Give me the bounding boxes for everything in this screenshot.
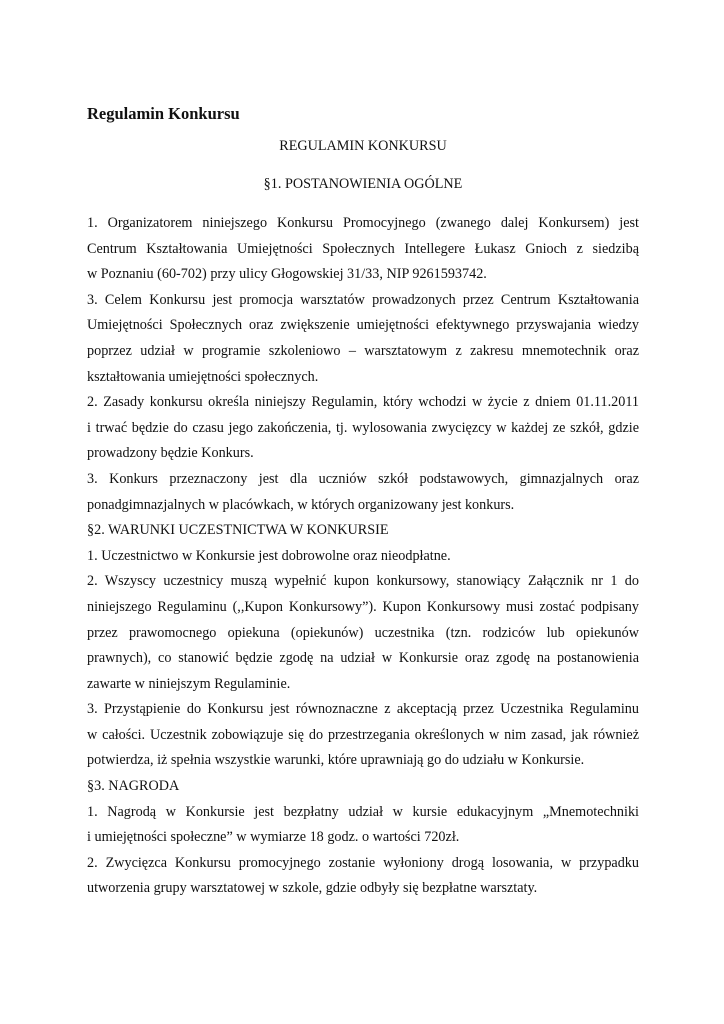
text-line: Centrum Kształtowania Umiejętności Społecznych Intellegere Łukasz Gnioch z siedzibą bbox=[87, 240, 639, 257]
text-line: prawnych), co stanowić będzie zgodę na udział w Konkursie oraz zgodę na postanowienia bbox=[87, 650, 639, 667]
text-line: Umiejętności Społecznych oraz zwiększenie umiejętności efektywnego przyswajania wiedzy bbox=[87, 317, 639, 334]
text-line: 1. Uczestnictwo w Konkursie jest dobrowolne oraz nieodpłatne. bbox=[87, 547, 451, 564]
text-line: 3. Konkurs przeznaczony jest dla uczniów szkół podstawowych, gimnazjalnych oraz bbox=[87, 470, 639, 487]
text-line: i trwać będzie do czasu jego zakończenia, tj. wylosowania zwycięzcy w każdej ze szkół, gdzie bbox=[87, 419, 639, 436]
text-line: 1. Organizatorem niniejszego Konkursu Promocyjnego (zwanego dalej Konkursem) jest bbox=[87, 215, 639, 231]
text-line: prowadzony będzie Konkurs. bbox=[87, 445, 254, 462]
text-line: 2. Zasady konkursu określa niniejszy Regulamin, który wchodzi w życie z dniem 01.11.2011 bbox=[87, 394, 639, 411]
text-line: poprzez udział w programie szkoleniowo – warsztatowym z zakresu mnemotechnik oraz bbox=[87, 342, 639, 359]
section-2-heading: §2. WARUNKI UCZESTNICTWA W KONKURSIE bbox=[87, 522, 389, 539]
document-title: Regulamin Konkursu bbox=[87, 104, 240, 123]
text-line: kształtowania umiejętności społecznych. bbox=[87, 368, 319, 385]
text-line: niniejszego Regulaminu (,,Kupon Konkursowy”). Kupon Konkursowy musi zostać podpisany bbox=[87, 598, 639, 615]
section-1-heading: §1. POSTANOWIENIA OGÓLNE bbox=[263, 176, 463, 192]
text-line: w Poznaniu (60-702) przy ulicy Głogowskiej 31/33, NIP 9261593742. bbox=[87, 266, 487, 283]
text-line: i umiejętności społeczne” w wymiarze 18 godz. o wartości 720zł. bbox=[87, 829, 460, 846]
text-line: 3. Celem Konkursu jest promocja warsztatów prowadzonych przez Centrum Kształtowania bbox=[87, 291, 639, 308]
text-line: w całości. Uczestnik zobowiązuje się do przestrzegania określonych w nim zasad, jak również bbox=[87, 726, 639, 743]
text-line: 2. Wszyscy uczestnicy muszą wypełnić kupon konkursowy, stanowiący Załącznik nr 1 do bbox=[87, 573, 639, 590]
text-line: utworzenia grupy warsztatowej w szkole, gdzie odbyły się bezpłatne warsztaty. bbox=[87, 880, 538, 897]
text-line: zawarte w niniejszym Regulaminie. bbox=[87, 675, 291, 692]
text-line: 1. Nagrodą w Konkursie jest bezpłatny udział w kursie edukacyjnym „Mnemotechniki bbox=[87, 803, 639, 820]
regulation-body bbox=[87, 211, 639, 902]
text-line: ponadgimnazjalnych w placówkach, w których organizowany jest konkurs. bbox=[87, 496, 515, 513]
text-line: potwierdza, iż spełnia wszystkie warunki, które uprawniają go do udziału w Konkursie. bbox=[87, 752, 585, 769]
text-line: 3. Przystąpienie do Konkursu jest równoznaczne z akceptacją przez Uczestnika Regulaminu bbox=[87, 701, 639, 718]
text-line: 2. Zwycięzca Konkursu promocyjnego zostanie wyłoniony drogą losowania, w przypadku bbox=[87, 854, 639, 871]
regulation-heading: REGULAMIN KONKURSU bbox=[279, 138, 447, 154]
text-line: przez prawomocnego opiekuna (opiekunów) uczestnika (tzn. rodziców lub opiekunów bbox=[87, 624, 639, 641]
section-3-heading: §3. NAGRODA bbox=[87, 778, 180, 795]
